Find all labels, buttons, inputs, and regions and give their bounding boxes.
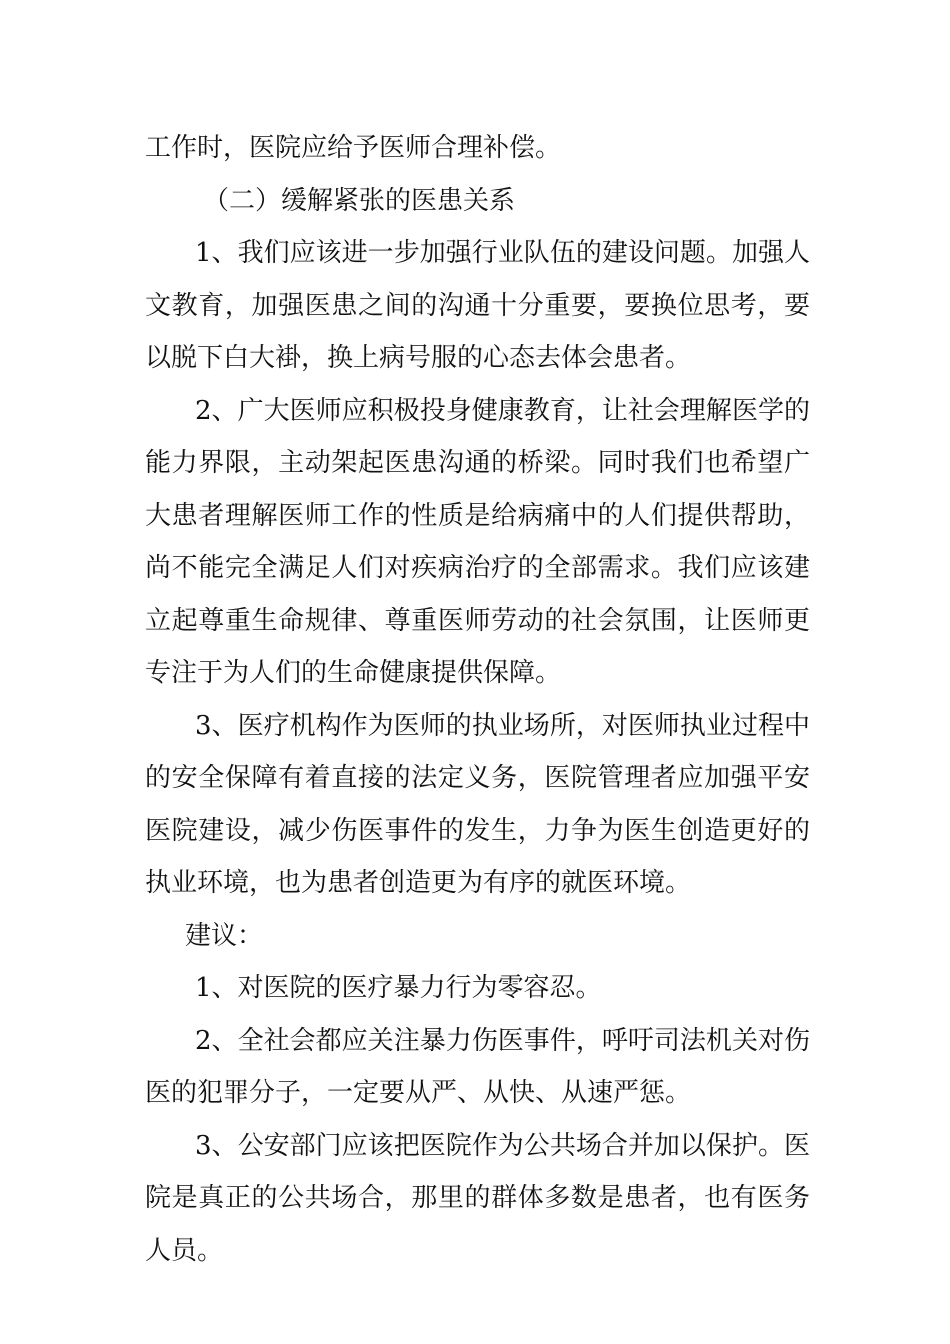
paragraph-item-1: 1、我们应该进一步加强行业队伍的建设问题。加强人文教育，加强医患之间的沟通十分重要，要换位思考，要以脱下白大褂，换上病号服的心态去体会患者。 <box>145 238 810 373</box>
paragraph-item-3: 3、医疗机构作为医师的执业场所，对医师执业过程中的安全保障有着直接的法定义务，医院管理者应加强平安医院建设，减少伤医事件的发生，力争为医生创造更好的执业环境，也为患者创造更为有序的就医环境。 <box>145 710 810 898</box>
suggestions-heading: 建议： <box>185 920 264 951</box>
paragraph-continuation: 工作时，医院应给予医师合理补偿。 <box>145 133 562 163</box>
section-heading: （二）缓解紧张的医患关系 <box>203 185 516 216</box>
suggestion-item-2: 2、全社会都应关注暴力伤医事件，呼吁司法机关对伤医的犯罪分子，一定要从严、从快、从速严惩。 <box>145 1025 810 1108</box>
paragraph-item-2: 2、广大医师应积极投身健康教育，让社会理解医学的能力界限，主动架起医患沟通的桥梁。同时我们也希望广大患者理解医师工作的性质是给病痛中的人们提供帮助，尚不能完全满足人们对疾病治疗的全部需求。我们应该建立起尊重生命规律、尊重医师劳动的社会氛围，让医师更专注于为人们的生命健康提供保障。 <box>145 395 810 688</box>
document-body <box>145 122 810 1277</box>
suggestion-item-1: 1、对医院的医疗暴力行为零容忍。 <box>195 973 602 1003</box>
suggestion-item-3: 3、公安部门应该把医院作为公共场合并加以保护。医院是真正的公共场合，那里的群体多数是患者，也有医务人员。 <box>145 1130 810 1266</box>
